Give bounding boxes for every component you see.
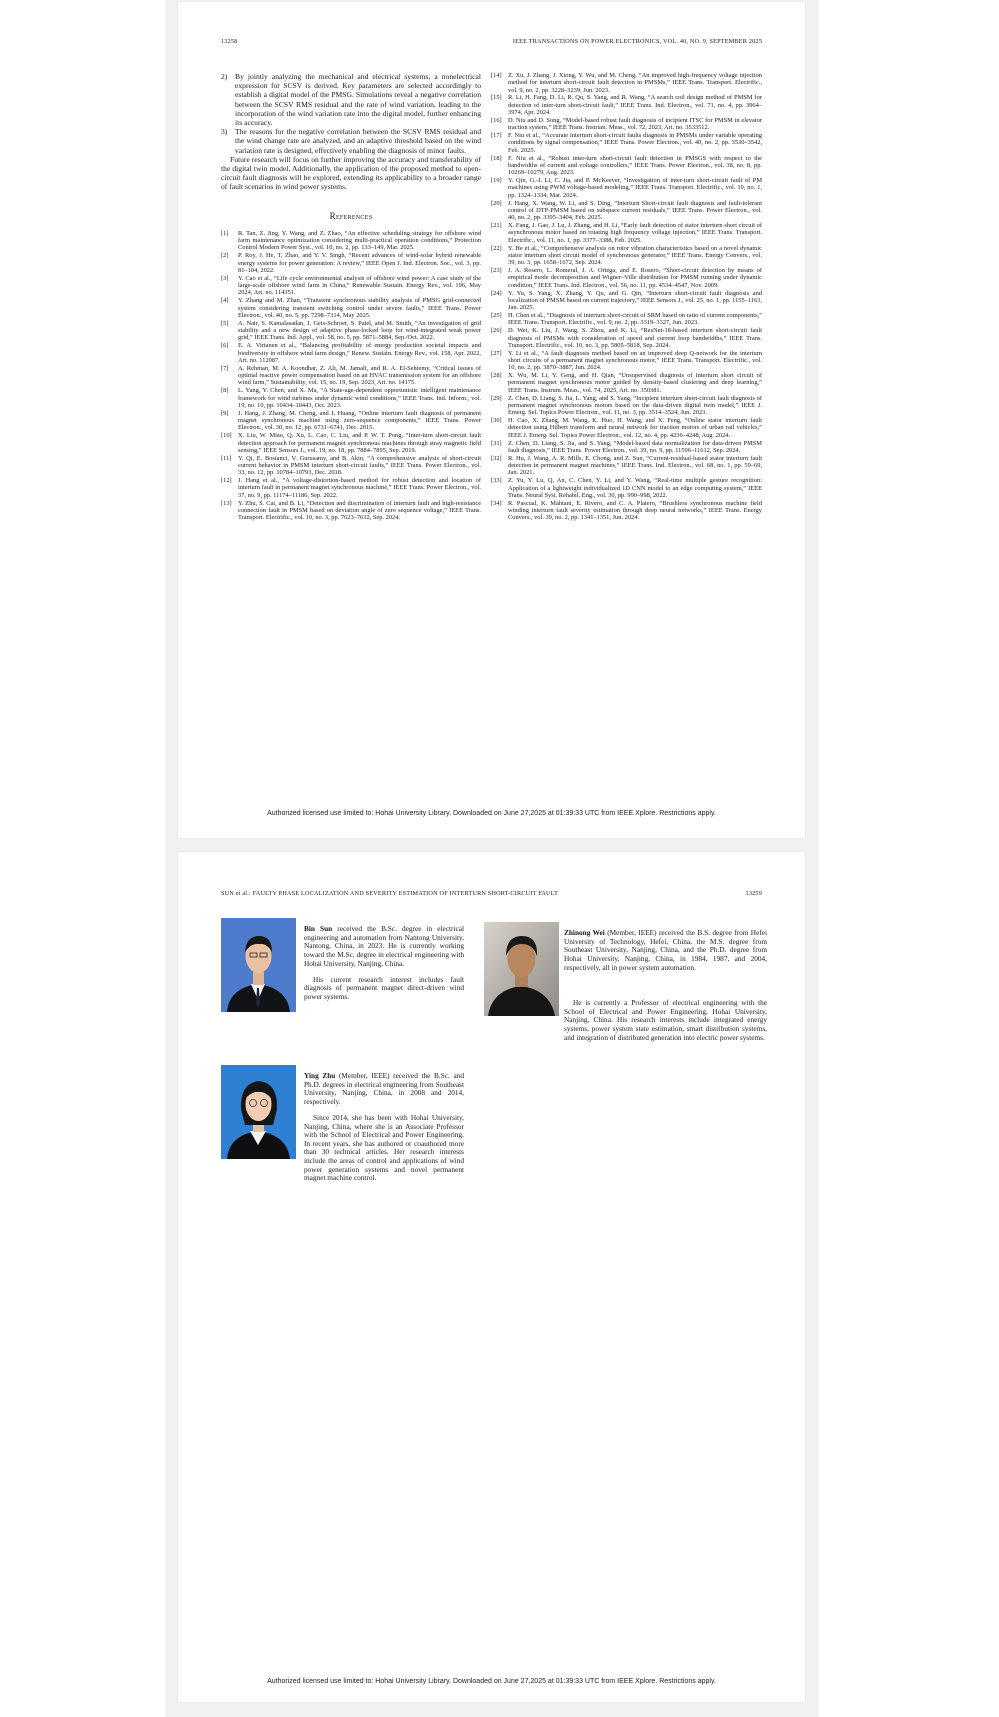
reference-entry [221,297,481,319]
bio-interests: His current research interest includes fault diagnosis of permanent magnet direct-driven wind power systems. [304,974,464,1001]
reference-text: R. Hu, J. Wang, A. R. Mills, E. Chong, and Z. Sun, “Current-residual-based stator interturn fault detection in permanent magnet machines,” IEEE Trans. Ind. Electron., vol. 68, no. 1, pp. 59–69, Jan. 2021. [508,454,762,477]
reference-text: J. Hang, X. Wang, W. Li, and S. Ding, “Interturn Short-circuit fault diagnosis and fault-tolerant control of DTP-PMSM based on subspace current residuals,” IEEE Trans. Power Electron., vol. 40, no. 2, pp. 3395–3404, Feb. 2025. [508,199,762,222]
reference-text: D. Niu and D. Song, “Model-based robust fault diagnosis of incipient ITSC for PMSM in elevator traction system,” IEEE Trans. Instrum. Meas., vol. 72, 2023, Art. no. 3533512. [508,116,762,132]
reference-number: [27] [491,349,502,357]
reference-entry [491,267,762,289]
conclusion-item-text: By jointly analyzing the mechanical and electrical systems, a nonelectrical expression for SCSV is derived. Key parameters are selected accordingly to establish a digital model of the PMSG. Simulations reveal a negative correlation between the SCSV RMS residual and the rate of wind variation, leading to the incorporation of the wind variation rate into the digital model, further enhancing its accuracy. [235,72,481,128]
reference-entry [491,117,762,132]
reference-number: [24] [491,289,502,297]
reference-entry [221,387,481,409]
bio-text: received the B.Sc. degree in electrical engineering and automation from Nantong University, Nantong, China, in 2023. He is currently working toward the M.Sc. degree in electrical engineering with Hohai University, Nanjing, China. [304,924,465,968]
reference-entry [491,200,762,222]
reference-number: [22] [491,244,502,252]
author-photo-bin-sun [221,918,296,1012]
reference-text: A. Nair, S. Kamalasadan, J. Geis-Schroer, S. Patel, and M. Smith, “An investigation of grid stability and a new design of adaptive phase-locked loop for wind-integrated weak power grid,” IEEE Trans. Ind. Appl., vol. 58, no. 5, pp. 5871–5884, Sep./Oct. 2022. [238,319,481,342]
reference-entry [221,365,481,387]
reference-number: [31] [491,439,502,447]
reference-number: [6] [221,342,229,350]
conclusion-item-number: 2) [221,72,228,81]
reference-entry [491,245,762,267]
reference-entry [491,350,762,372]
bio-bin-sun [304,918,464,1009]
bio-interests: He is currently a Professor of electrical engineering with the School of Electrical and Power Engineering, Hohai University, Nanjing, China. His research interests include integrated energy systems, power system state estimation, smart distribution systems, and integration of distributed generation into electric power systems. [564,998,767,1042]
reference-text: Y. Zhang and M. Zhan, “Transient synchronous stability analysis of PMSG grid-connected system considering transient switching control under severe faults,” IEEE Trans. Power Electron., vol. 40, no. 5, pp. 7298–7314, May 2025. [238,297,481,319]
conclusion-item [221,72,481,127]
reference-entry [491,327,762,349]
reference-entry [491,395,762,417]
reference-number: [25] [491,312,502,320]
references-list-right [491,72,762,522]
bio-name: Ying Zhu [304,1071,336,1081]
reference-text: X. Fang, J. Gao, J. Lu, J. Zhang, and H. Li, “Early fault detection of stator interturn short circuit of asynchronous motor based on rotating high frequency voltage injection,” IEEE Trans. Transport. Electrific., vol. 11, no. 1, pp. 3377–3388, Feb. 2025. [508,222,762,244]
reference-number: [3] [221,274,229,282]
reference-text: F. Niu et al., “Robust inter-turn short-circuit fault detection in PMSGS with respect to the bandwidths of current and voltage controllers,” IEEE Trans. Power Electron., vol. 38, no. 8, pp. 10269–10279, Aug. 2023. [508,154,762,177]
reference-text: Z. Chen, D. Liang, S. Jia, L. Yang, and S. Yang, “Incipient interturn short-circuit fault diagnosis of permanent magnet synchronous motors based on the data-driven digital twin model,” IEEE J. Emerg. Sel. Topics Power Electron., vol. 11, no. 3, pp. 3514–3524, Jun. 2023. [508,394,762,417]
reference-text: H. Chen et al., “Diagnosis of interturn short-circuit of SRM based on ratio of current components,” IEEE Trans. Transport. Electrific., vol. 9, no. 2, pp. 3319–3327, Jun. 2023. [508,312,762,327]
conclusion-item-number: 3) [221,127,228,137]
reference-number: [30] [491,417,502,425]
reference-text: Y. He et al., “Comprehensive analysis on rotor vibration characteristics based on a novel dynamic stator interturn short circuit model of synchronous generator,” IEEE Trans. Energy Convers., vol. 39, no. 3, pp. 1658–1672, Sep. 2024. [508,244,762,267]
reference-entry [221,432,481,454]
reference-entry [221,500,481,522]
reference-text: R. Tan, Z. Jing, Y. Wang, and Z. Zhao, “An effective scheduling strategy for offshore wind farm maintenance optimization considering multi-practical operation conditions,” Protection Control Modern Power Syst., vol. 10, no. 2, pp. 133–149, Mar. 2025. [238,229,481,252]
bio-zhinong-wei-continued [484,992,767,1050]
reference-entry [491,455,762,477]
reference-entry [491,312,762,327]
bio-text: (Member, IEEE) received the B.S. degree from Hefei University of Technology, Hefei, China, the M.S. degree from Southeast University, Nanjing, China, and the Ph.D. degree from Hohai University, Nanjing, China, in 1984, 1987, and 2004, respectively, all in power system automation. [564,928,768,972]
journal-header: IEEE TRANSACTIONS ON POWER ELECTRONICS, VOL. 40, NO. 9, SEPTEMBER 2025 [512,38,762,45]
reference-text: Y. Qi, E. Bostanci, V. Gurusamy, and B. Akin, “A comprehensive analysis of short-circuit current behavior in PMSM interturn short-circuit faults,” IEEE Trans. Power Electron., vol. 33, no. 12, pp. 10784–10793, Dec. 2018. [238,454,481,477]
reference-text: L. Yang, Y. Chen, and X. Ma, “A State-age-dependent opportunistic intelligent maintenance framework for wind turbines under dynamic wind conditions,” IEEE Trans. Ind. Inform., vol. 19, no. 10, pp. 10434–10443, Oct. 2023. [238,387,481,409]
reference-number: [28] [491,372,502,380]
reference-text: Y. Zhu, S. Cai, and B. Li, “Detection and discrimination of interturn fault and high-resistance connection fault in PMSM based on deviation angle of zero sequence voltage,” IEEE Trans. Transport. Electrific., vol. 10, no. 3, pp. 7623–7632, Sep. 2024. [238,499,481,522]
references-list-left [221,230,481,522]
reference-number: [19] [491,177,502,185]
reference-entry [221,252,481,274]
left-column [221,72,481,522]
reference-text: X. Wu, M. Li, Y. Geng, and H. Qian, “Unsupervised diagnosis of interturn short circuit of permanent magnet synchronous motor guided by density-based clustering and deep learning,” IEEE Trans. Instrum. Meas., vol. 74, 2025, Art. no. 350381. [508,372,762,394]
bio-zhinong-wei [564,922,767,980]
reference-text: R. Li, H. Fang, D. Li, R. Qu, S. Yang, and R. Wang, “A search coil design method of PMSM for detection of inter-turn short-circuit fault,” IEEE Trans. Ind. Electron., vol. 71, no. 4, pp. 3964–3974, Apr. 2024. [508,94,762,117]
conclusion-item-text: The reasons for the negative correlation between the SCSV RMS residual and the wind change rate are analyzed, and an adaptive threshold based on the wind variation rate is designed, effectively enabling the diagnosis of minor faults. [235,127,481,155]
bio-name: Bin Sun [304,924,333,934]
page-number: 13258 [221,38,238,45]
reference-entry [221,342,481,364]
reference-number: [18] [491,154,502,162]
reference-number: [16] [491,116,502,124]
reference-entry [221,477,481,499]
reference-number: [2] [221,252,229,260]
conclusion-item [221,127,481,155]
reference-entry [491,477,762,499]
reference-text: H. Cao, X. Zhang, M. Wang, K. Huo, H. Wang, and X. Feng, “Online stator interturn fault detection using Hilbert transform and neural network for traction motors of urban rail vehicles,” IEEE J. Emerg. Sel. Topics Power Electron., vol. 12, no. 4, pp. 4236–4248, Aug. 2024. [508,417,762,439]
reference-number: [20] [491,199,502,207]
reference-text: Y. Yu, S. Yang, X. Zhang, Y. Qu, and G. Qin, “Interturn short-circuit fault diagnosis and localization of PMSM based on current trajectory,” IEEE Sensors J., vol. 25, no. 1, pp. 1155–1163, Jan. 2025. [508,289,762,312]
bio-ying-zhu [304,1065,464,1190]
reference-text: J. A. Rosero, L. Romeral, J. A. Ortega, and E. Rosero, “Short-circuit detection by means of empirical mode decomposition and Wigner–Ville distribution for PMSM running under dynamic condition,” IEEE Trans. Ind. Electron., vol. 56, no. 11, pp. 4534–4547, Nov. 2009. [508,267,762,289]
reference-number: [21] [491,222,502,230]
reference-number: [9] [221,409,229,417]
reference-text: X. Liu, W. Miao, Q. Xu, L. Cao, C. Liu, and P. W. T. Pong, “Inter-turn short-circuit fault detection approach for permanent magnet synchronous machines through stray magnetic field sensing,” IEEE Sensors J., vol. 19, no. 18, pp. 7884–7895, Sep. 2019. [238,432,481,454]
reference-entry [491,177,762,199]
reference-number: [11] [221,454,232,462]
reference-entry [491,155,762,177]
reference-entry [221,230,481,252]
reference-entry [491,94,762,116]
reference-number: [14] [491,72,502,79]
reference-entry [221,320,481,342]
bio-interests: Since 2014, she has been with Hohai University, Nanjing, China, where she is an Associate Professor with the School of Electrical and Power Engineering. In recent years, she has authored or coauthored more than 30 technical articles. Her research interests include the areas of control and applications of wind power generation systems and novel permanent magnet machine control. [304,1112,464,1183]
running-title: SUN et al.: FAULTY PHASE LOCALIZATION AND SEVERITY ESTIMATION OF INTERTURN SHORT-CIRCUIT FAULT [221,890,559,897]
author-photo-ying-zhu [221,1065,296,1159]
reference-number: [8] [221,387,229,395]
reference-entry [221,275,481,297]
reference-entry [491,440,762,455]
conclusion-list [221,72,481,155]
reference-entry [491,132,762,154]
reference-number: [33] [491,477,502,485]
reference-entry [491,222,762,244]
reference-text: Y. Li et al., “A fault diagnosis method based on an improved deep Q-network for the interturn short circuits of a permanent magnet synchronous motor,” IEEE Trans. Transport. Electrific., vol. 10, no. 2, pp. 3870–3887, Jun. 2024. [508,349,762,372]
page-13259 [178,852,805,1702]
reference-number: [12] [221,477,232,485]
reference-entry [491,290,762,312]
reference-number: [7] [221,364,229,372]
reference-number: [5] [221,319,229,327]
bio-name: Zhinong Wei [564,928,605,938]
bio-text: (Member, IEEE) received the B.Sc. and Ph.D. degrees in electrical engineering from Southeast University, Nanjing, China, in 2008 and 2014, respectively. [304,1071,464,1107]
reference-number: [13] [221,499,232,507]
license-footer: Authorized licensed use limited to: Hohai University Library. Downloaded on June 27,2025 at 01:39:33 UTC from IEEE Xplore. Restrictions apply. [267,1678,716,1685]
reference-number: [34] [491,499,502,507]
reference-text: Z. Xu, J. Zhang, J. Xiong, Y. Wu, and M. Cheng, “An improved high-frequency voltage injection method for interturn short-circuit fault detection in PMSMs,” IEEE Trans. Transport. Electrific., vol. 9, no. 2, pp. 3228–3239, Jun. 2023. [508,72,762,94]
page-13258 [178,2,805,838]
reference-number: [32] [491,454,502,462]
reference-text: Z. Yu, Y. Lu, Q. An, C. Chen, Y. Li, and Y. Wang, “Real-time multiple gesture recognition: Application of a lightweight individualized 1D CNN model to an edge computing system,” IEEE Trans. Neural Syst. Rehabil. Eng., vol. 30, pp. 990–998, 2022. [508,477,762,499]
reference-number: [10] [221,432,232,440]
reference-text: D. Wei, K. Liu, J. Wang, S. Zhou, and K. Li, “ResNet-18-based interturn short-circuit fault diagnosis of PMSMs with consideration of speed and current loop bandwidths,” IEEE Trans. Transport. Electrific., vol. 10, no. 3, pp. 5805–5818, Sep. 2024. [508,327,762,349]
reference-text: Y. Cao et al., “Life cycle environmental analysis of offshore wind power: A case study of the large-scale offshore wind farm in China,” Renewable Sustain. Energy Rev., vol. 196, May 2024, Art. no. 114351. [238,274,481,297]
reference-text: A. Rehman, M. A. Koondhar, Z. Ali, M. Jamali, and R. A. El-Sehiemy, “Critical issues of optimal reactive power compensation based on an HVAC transmission system for an offshore wind farm,” Sustainability, vol. 15, no. 19, Sep. 2023, Art. no. 14175. [238,364,481,387]
reference-text: E. A. Virtanen et al., “Balancing profitability of energy production societal impacts and biodiversity in offshore wind farm design,” Renew. Sustain. Energy Rev., vol. 158, Apr. 2022, Art. no. 112087. [238,342,481,364]
future-work-paragraph: Future research will focus on further improving the accuracy and transferability of the digital twin model. Additionally, the application of the proposed method to open-circuit fault diagnosis will be explored, extending its applicability to a broader range of fault scenarios in wind power systems. [221,154,481,192]
reference-entry [491,372,762,394]
reference-entry [221,455,481,477]
reference-number: [26] [491,327,502,335]
reference-number: [15] [491,94,502,102]
license-footer: Authorized licensed use limited to: Hohai University Library. Downloaded on June 27,2025 at 01:39:33 UTC from IEEE Xplore. Restrictions apply. [267,810,716,817]
reference-text: R. Pascual, K. Mahtani, E. Rivero, and C. A. Platero, “Brushless synchronous machine field winding interturn fault severity estimation through deep neural networks,” IEEE Trans. Energy Convers., vol. 39, no. 2, pp. 1341–1351, Jun. 2024. [508,499,762,522]
reference-entry [491,72,762,94]
reference-text: J. Hang, J. Zhang, M. Cheng, and J. Huang, “Online interturn fault diagnosis of permanent magnet synchronous machine using zero-sequence components,” IEEE Trans. Power Electron., vol. 30, no. 12, pp. 6731–6741, Dec. 2015. [238,409,481,432]
reference-number: [17] [491,132,502,140]
reference-text: J. Hang et al., “A voltage-distortion-based method for robust detection and location of interturn fault in permanent magnet synchronous machine,” IEEE Trans. Power Electron., vol. 37, no. 9, pp. 11174–11186, Sep. 2022. [238,477,481,499]
reference-text: Z. Chen, D. Liang, S. Jia, and S. Yang, “Model-based data normalization for data-driven PMSM fault diagnosis,” IEEE Trans. Power Electron., vol. 39, no. 9, pp. 11596–11612, Sep. 2024. [508,439,762,454]
reference-entry [491,500,762,522]
reference-entry [221,410,481,432]
reference-entry [491,417,762,439]
references-heading: References [329,210,373,221]
reference-text: Y. Qin, G.-J. Li, C. Jia, and P. McKeever, “Investigation of inter-turn short-circuit fault of PM machines using PWM voltage-based modeling,” IEEE Trans. Transport. Electrific., vol. 10, no. 1, pp. 1324–1334, Mar. 2024. [508,177,762,199]
reference-text: F. Niu et al., “Accurate interturn short-circuit faults diagnosis in PMSMs under variable operating conditions by signal compensation,” IEEE Trans. Power Electron., vol. 40, no. 2, pp. 3530–3542, Feb. 2025. [508,132,762,154]
reference-number: [1] [221,229,229,237]
reference-number: [29] [491,394,502,402]
page-number: 13259 [745,890,762,897]
reference-number: [4] [221,297,229,305]
reference-number: [23] [491,267,502,275]
reference-text: P. Roy, J. He, T. Zhao, and Y. V. Singh, “Recent advances of wind-solar hybrid renewable energy systems for power generation: A review,” IEEE Open J. Ind. Electron. Soc., vol. 3, pp. 81–104, 2022. [238,252,481,274]
